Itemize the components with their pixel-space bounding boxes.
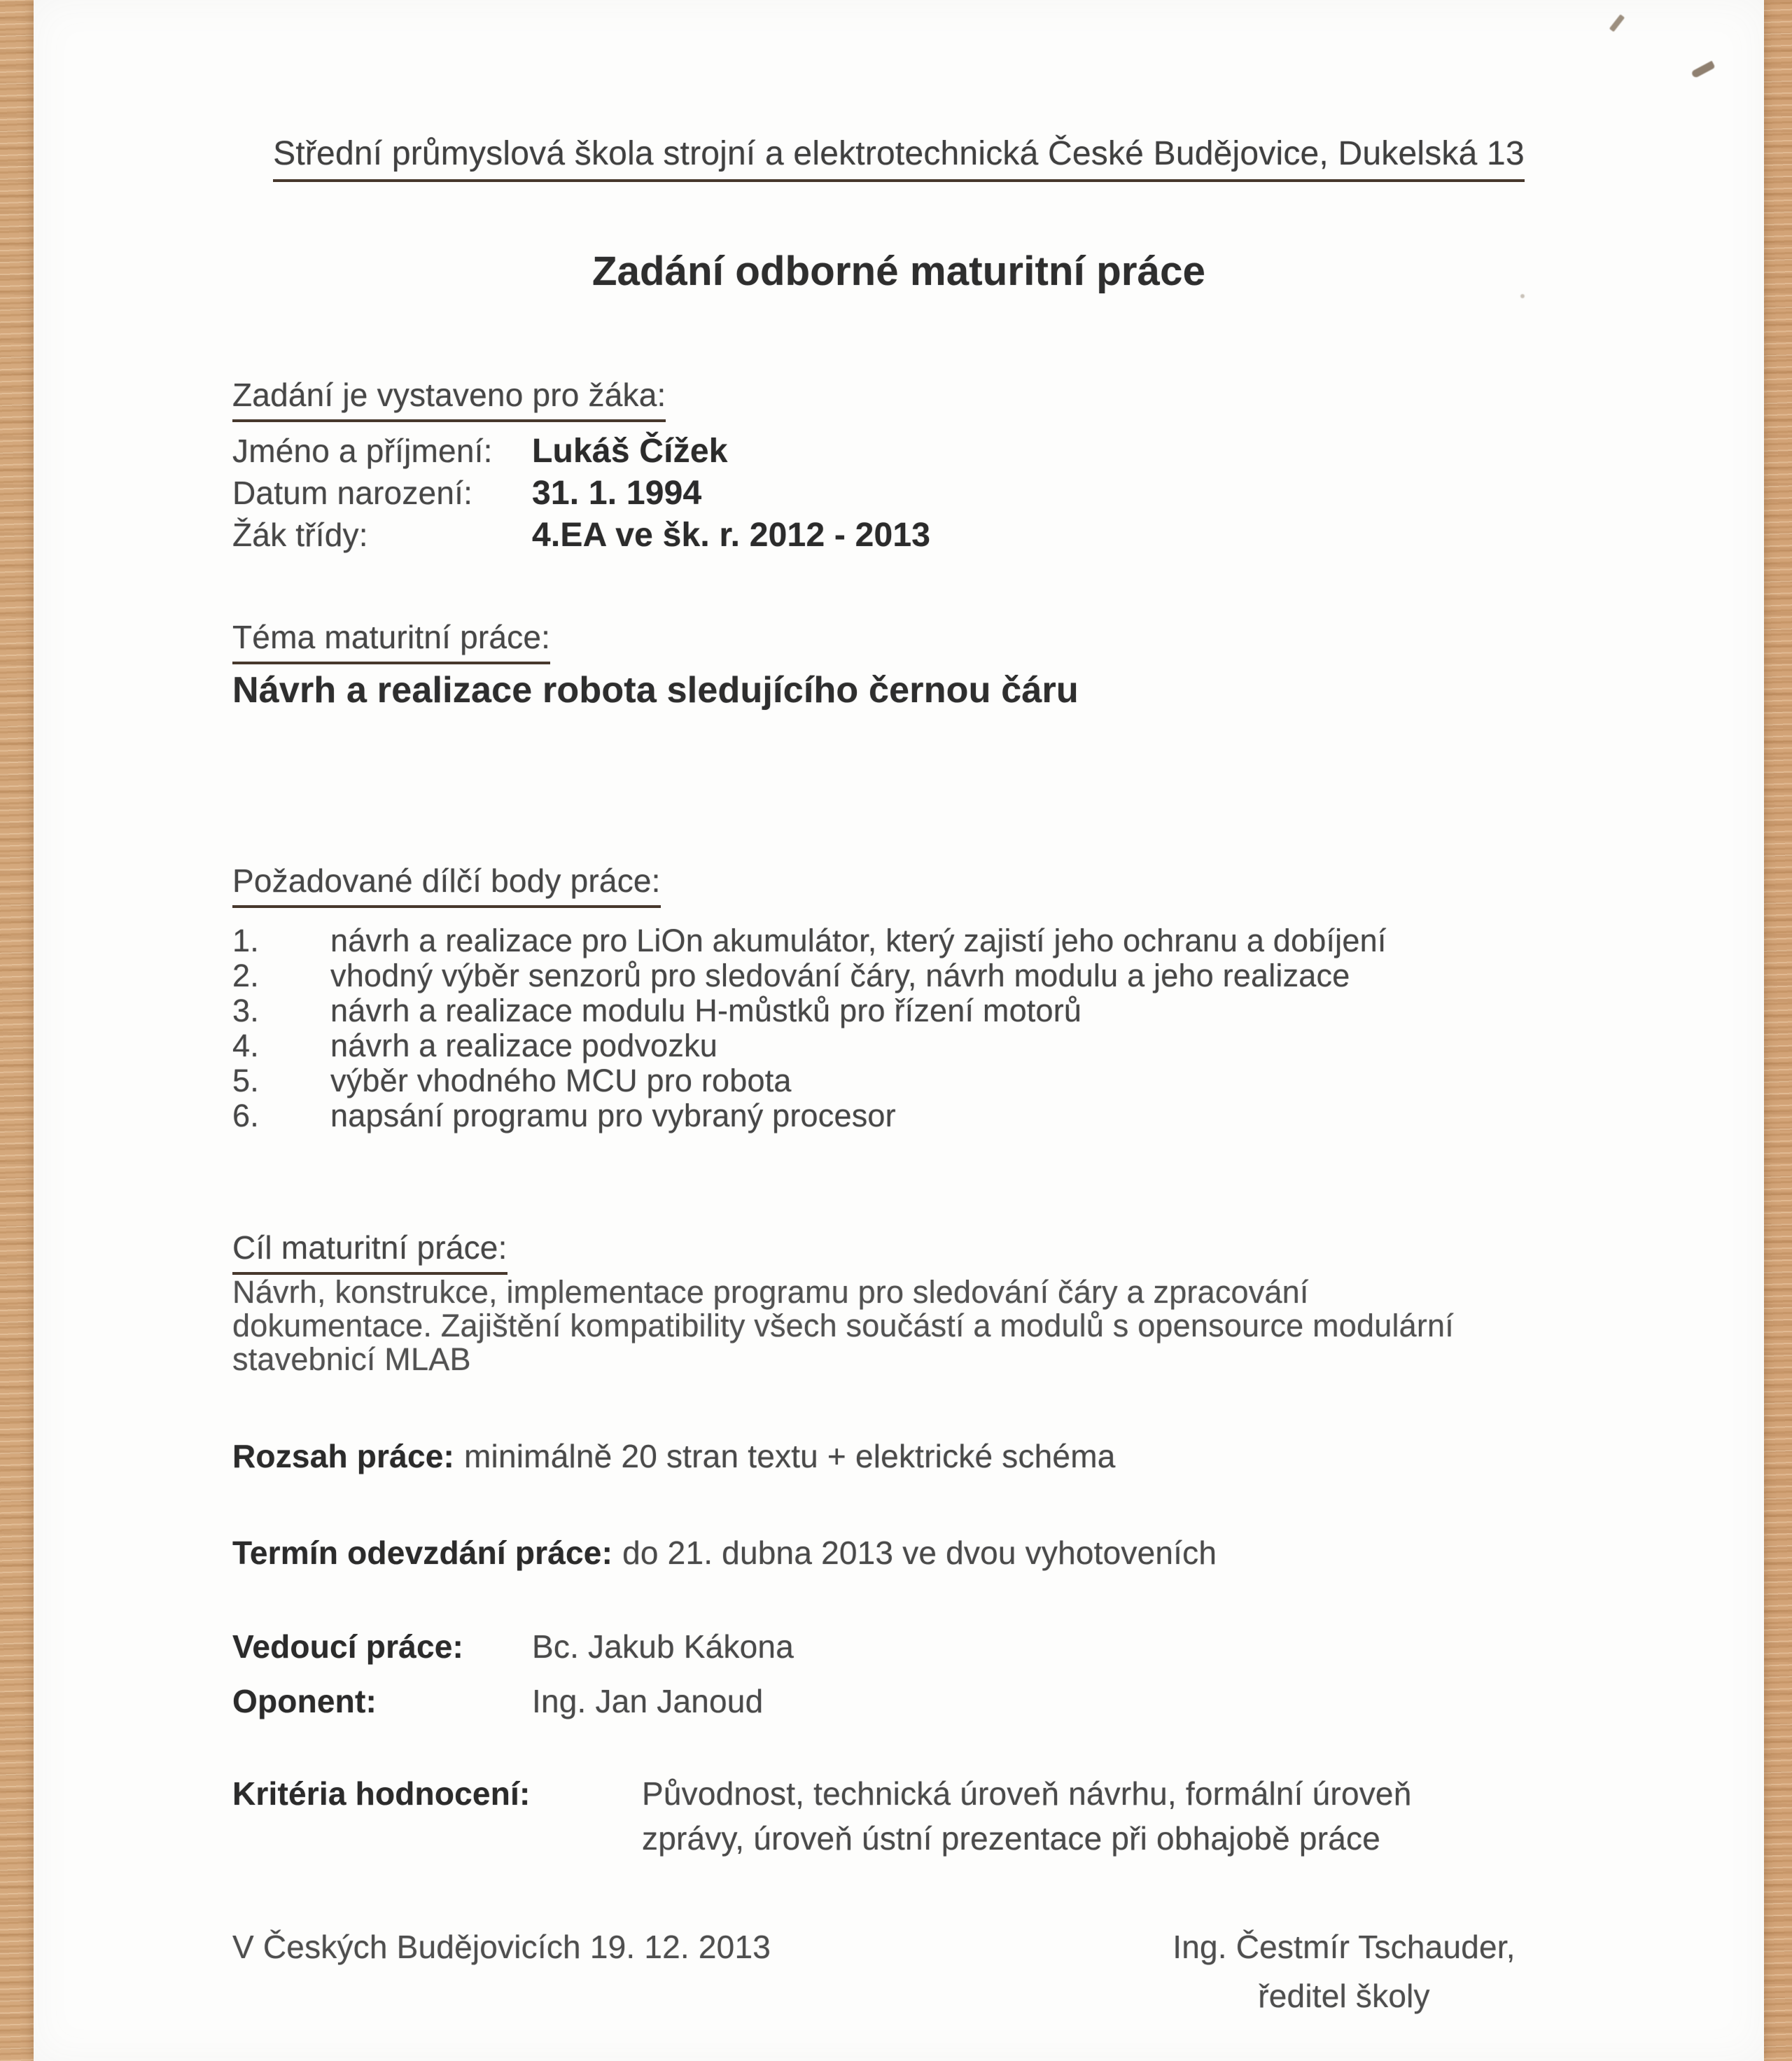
- topic-section-heading-text: Téma maturitní práce:: [232, 619, 550, 664]
- field-class-label: Žák třídy:: [232, 517, 368, 553]
- goal-section-heading-text: Cíl maturitní práce:: [232, 1229, 507, 1275]
- list-item: [232, 923, 1387, 958]
- scope-label: Rozsah práce:: [232, 1438, 455, 1474]
- signer-name: Ing. Čestmír Tschauder,: [1172, 1929, 1516, 1965]
- list-item: [232, 1063, 1387, 1098]
- supervisor-row: [232, 1628, 794, 1665]
- list-item-text: vhodný výběr senzorů pro sledování čáry, návrh modulu a jeho realizace: [330, 958, 1350, 993]
- list-item: [232, 993, 1387, 1028]
- student-section-heading: [232, 377, 666, 422]
- field-birthdate: [232, 474, 701, 513]
- list-item-number: 3.: [232, 993, 259, 1028]
- field-birthdate-value: 31. 1. 1994: [532, 475, 702, 512]
- criteria-label: Kritéria hodnocení:: [232, 1775, 531, 1812]
- field-name-value: Lukáš Čížek: [532, 433, 728, 470]
- thesis-topic-title: Návrh a realizace robota sledujícího černou čáru: [232, 670, 1079, 711]
- list-item-number: 2.: [232, 958, 259, 993]
- goal-paragraph: [232, 1274, 1454, 1375]
- deadline-row: [232, 1535, 1217, 1572]
- requirements-list: [232, 923, 1387, 1133]
- list-item-number: 1.: [232, 923, 259, 958]
- scan-speck: [1690, 61, 1715, 79]
- student-section-heading-text: Zadání je vystaveno pro žáka:: [232, 377, 666, 422]
- criteria-value-line: zprávy, úroveň ústní prezentace při obhajobě práce: [642, 1820, 1380, 1857]
- requirements-section-heading: [232, 862, 661, 908]
- list-item-number: 5.: [232, 1063, 259, 1098]
- topic-section-heading: [232, 619, 550, 664]
- list-item-number: 6.: [232, 1098, 259, 1133]
- requirements-section-heading-text: Požadované dílčí body práce:: [232, 862, 661, 908]
- field-birthdate-label: Datum narození:: [232, 475, 473, 511]
- school-header-text: Střední průmyslová škola strojní a elektrotechnická České Budějovice, Dukelská 13: [273, 134, 1525, 182]
- opponent-value: Ing. Jan Janoud: [532, 1683, 764, 1719]
- list-item-text: návrh a realizace pro LiOn akumulátor, který zajistí jeho ochranu a dobíjení: [330, 923, 1387, 958]
- criteria-value-line: Původnost, technická úroveň návrhu, formální úroveň: [642, 1775, 1412, 1812]
- list-item: [232, 958, 1387, 993]
- scan-speck: [1609, 14, 1625, 32]
- list-item-text: návrh a realizace modulu H-můstků pro řízení motorů: [330, 993, 1082, 1028]
- signature-block: [1120, 1929, 1568, 2027]
- opponent-label: Oponent:: [232, 1683, 377, 1719]
- document-title: Zadání odborné maturitní práce: [592, 249, 1206, 294]
- field-name-label: Jméno a příjmení:: [232, 433, 493, 469]
- list-item-text: napsání programu pro vybraný procesor: [330, 1098, 896, 1133]
- list-item: [232, 1098, 1387, 1133]
- goal-section-heading: [232, 1229, 507, 1275]
- opponent-row: [232, 1683, 763, 1720]
- goal-paragraph-line: stavebnicí MLAB: [232, 1341, 471, 1377]
- scope-value: minimálně 20 stran textu + elektrické schéma: [464, 1438, 1116, 1474]
- field-name: [232, 432, 728, 471]
- scope-row: [232, 1438, 1116, 1475]
- list-item-text: návrh a realizace podvozku: [330, 1028, 718, 1063]
- goal-paragraph-line: dokumentace. Zajištění kompatibility všech součástí a modulů s opensource modulární: [232, 1308, 1454, 1343]
- school-header: [34, 134, 1764, 182]
- criteria-row: [232, 1775, 1412, 1865]
- footer-place-date: V Českých Budějovicích 19. 12. 2013: [232, 1929, 771, 1965]
- list-item-text: výběr vhodného MCU pro robota: [330, 1063, 792, 1098]
- criteria-value: [642, 1775, 1412, 1865]
- signer-role: ředitel školy: [1258, 1978, 1430, 2014]
- deadline-value: do 21. dubna 2013 ve dvou vyhotoveních: [622, 1535, 1217, 1571]
- goal-paragraph-line: Návrh, konstrukce, implementace programu pro sledování čáry a zpracování: [232, 1274, 1309, 1310]
- scanned-document-page: [34, 0, 1764, 2061]
- field-class-value: 4.EA ve šk. r. 2012 - 2013: [532, 517, 931, 554]
- field-class: [232, 516, 930, 555]
- supervisor-label: Vedoucí práce:: [232, 1628, 464, 1665]
- list-item: [232, 1028, 1387, 1063]
- deadline-label: Termín odevzdání práce:: [232, 1535, 613, 1571]
- list-item-number: 4.: [232, 1028, 259, 1063]
- supervisor-value: Bc. Jakub Kákona: [532, 1628, 794, 1665]
